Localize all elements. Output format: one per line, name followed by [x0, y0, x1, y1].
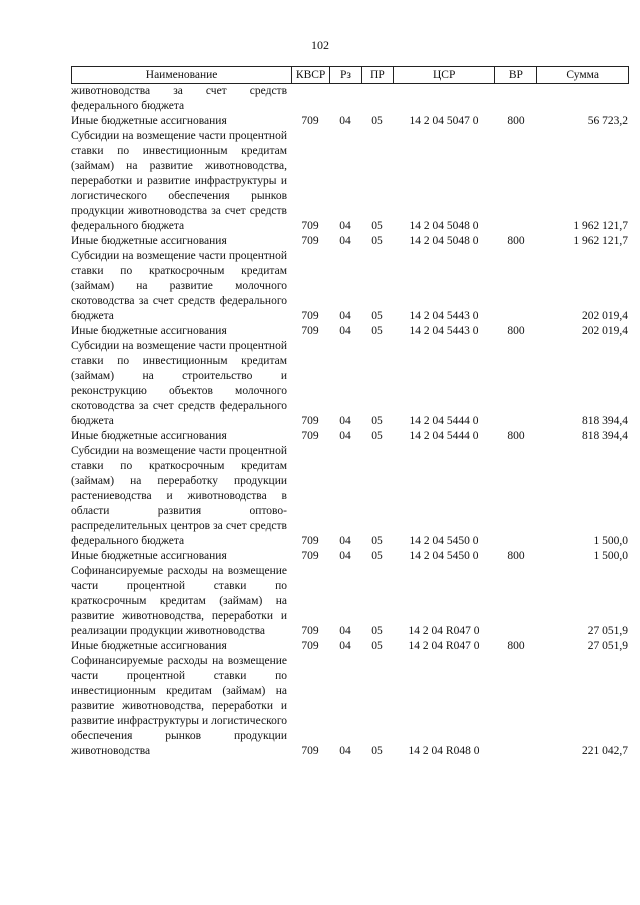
budget-table — [71, 66, 629, 759]
row-csr: 14 2 04 5450 0 — [409, 550, 479, 562]
row-rz: 04 — [339, 220, 351, 232]
row-pr: 05 — [371, 115, 383, 127]
row-rz: 04 — [339, 430, 351, 442]
row-sum: 27 051,9 — [587, 625, 628, 637]
row-kvsr: 709 — [301, 220, 319, 232]
row-kvsr: 709 — [301, 235, 319, 247]
page-number: 102 — [311, 38, 329, 52]
row-kvsr: 709 — [301, 745, 319, 757]
row-vr — [495, 744, 537, 759]
table-row — [71, 549, 629, 564]
row-codes — [291, 639, 629, 654]
row-name: Иные бюджетные ассигнования — [71, 235, 227, 247]
row-sum: 1 962 121,7 — [573, 220, 628, 232]
table-row — [71, 564, 629, 639]
row-codes — [291, 324, 629, 339]
row-pr: 05 — [371, 415, 383, 427]
header-kvsr: КВСР — [291, 67, 329, 83]
row-kvsr: 709 — [301, 415, 319, 427]
row-rz: 04 — [339, 625, 351, 637]
row-name: Софинансируемые расходы на возмещение части процентной ставки по краткосрочным кредитам (займам) на развитие животноводства, переработки и реализации продукции животноводства — [71, 565, 287, 637]
header-sum: Сумма — [536, 67, 628, 83]
row-name: Субсидии на возмещение части процентной ставки по краткосрочным кредитам (займам) на развитие молочного скотоводства за счет средств федерального бюджета — [71, 250, 287, 322]
row-kvsr: 709 — [301, 430, 319, 442]
row-name: Иные бюджетные ассигнования — [71, 550, 227, 562]
row-kvsr: 709 — [301, 550, 319, 562]
row-rz: 04 — [339, 325, 351, 337]
header-pr: ПР — [361, 67, 393, 83]
row-kvsr: 709 — [301, 115, 319, 127]
row-vr: 800 — [507, 115, 525, 127]
row-rz: 04 — [339, 745, 351, 757]
row-rz: 04 — [339, 415, 351, 427]
row-codes — [291, 219, 629, 234]
row-rz: 04 — [339, 235, 351, 247]
table-row — [71, 444, 629, 549]
table-row — [71, 639, 629, 654]
table-row — [71, 84, 629, 114]
row-csr: 14 2 04 5450 0 — [409, 535, 479, 547]
row-vr: 800 — [507, 235, 525, 247]
row-codes — [291, 114, 629, 129]
row-rz: 04 — [339, 310, 351, 322]
table-row — [71, 429, 629, 444]
row-sum: 1 500,0 — [593, 535, 628, 547]
row-sum: 56 723,2 — [587, 115, 628, 127]
row-pr: 05 — [371, 745, 383, 757]
row-pr: 05 — [371, 640, 383, 652]
row-pr: 05 — [371, 325, 383, 337]
row-kvsr: 709 — [301, 325, 319, 337]
row-csr: 14 2 04 5047 0 — [409, 115, 479, 127]
row-csr: 14 2 04 5444 0 — [409, 430, 479, 442]
row-sum: 818 394,4 — [582, 430, 628, 442]
row-kvsr: 709 — [301, 535, 319, 547]
header-csr: ЦСР — [393, 67, 495, 83]
row-codes — [291, 429, 629, 444]
table-row — [71, 129, 629, 234]
row-csr: 14 2 04 5443 0 — [409, 310, 479, 322]
table-row — [71, 234, 629, 249]
header-vr: ВР — [494, 67, 536, 83]
table-row — [71, 654, 629, 759]
table-row — [71, 249, 629, 324]
row-rz: 04 — [339, 115, 351, 127]
row-vr: 800 — [507, 640, 525, 652]
row-pr: 05 — [371, 220, 383, 232]
row-codes — [291, 744, 629, 759]
row-sum: 202 019,4 — [582, 310, 628, 322]
row-name: животноводства за счет средств федерального бюджета — [71, 85, 287, 112]
row-vr: 800 — [507, 550, 525, 562]
row-vr — [495, 624, 537, 639]
row-rz: 04 — [339, 640, 351, 652]
row-pr: 05 — [371, 550, 383, 562]
row-codes — [291, 549, 629, 564]
row-sum: 1 500,0 — [593, 550, 628, 562]
row-name: Субсидии на возмещение части процентной ставки по инвестиционным кредитам (займам) на развитие животноводства, переработки и развитие инфраструктуры и логистического обеспечения рынков продукции животноводства за счет средств федерального бюджета — [71, 130, 287, 232]
row-vr — [495, 309, 537, 324]
row-name: Субсидии на возмещение части процентной ставки по инвестиционным кредитам (займам) на строительство и реконструкцию объектов молочного скотоводства за счет средств федерального бюджета — [71, 340, 287, 427]
row-codes — [291, 234, 629, 249]
row-kvsr: 709 — [301, 640, 319, 652]
row-vr — [495, 414, 537, 429]
row-rz: 04 — [339, 535, 351, 547]
row-name: Софинансируемые расходы на возмещение части процентной ставки по инвестиционным кредитам (займам) на развитие животноводства, переработки и развитие инфраструктуры и логистического обеспечения рынков продукции животноводства — [71, 655, 287, 757]
row-codes — [291, 534, 629, 549]
row-csr: 14 2 04 5444 0 — [409, 415, 479, 427]
row-kvsr: 709 — [301, 310, 319, 322]
row-csr: 14 2 04 R047 0 — [408, 625, 480, 637]
table-row — [71, 339, 629, 429]
table-header — [71, 66, 629, 84]
row-rz: 04 — [339, 550, 351, 562]
row-vr — [495, 219, 537, 234]
row-sum: 818 394,4 — [582, 415, 628, 427]
row-kvsr: 709 — [301, 625, 319, 637]
row-vr: 800 — [507, 430, 525, 442]
row-csr: 14 2 04 5443 0 — [409, 325, 479, 337]
table-row — [71, 114, 629, 129]
row-pr: 05 — [371, 430, 383, 442]
row-csr: 14 2 04 R048 0 — [408, 745, 480, 757]
row-sum: 1 962 121,7 — [573, 235, 628, 247]
row-pr: 05 — [371, 535, 383, 547]
row-name: Иные бюджетные ассигнования — [71, 115, 227, 127]
row-vr — [495, 534, 537, 549]
row-pr: 05 — [371, 310, 383, 322]
row-codes — [291, 414, 629, 429]
row-vr: 800 — [507, 325, 525, 337]
row-codes — [291, 624, 629, 639]
row-sum: 202 019,4 — [582, 325, 628, 337]
row-pr: 05 — [371, 625, 383, 637]
header-name: Наименование — [145, 69, 218, 81]
table-row — [71, 324, 629, 339]
row-csr: 14 2 04 5048 0 — [409, 220, 479, 232]
row-csr: 14 2 04 R047 0 — [408, 640, 480, 652]
table-body — [71, 84, 629, 759]
row-name: Иные бюджетные ассигнования — [71, 640, 227, 652]
header-rz: Рз — [329, 67, 361, 83]
row-sum: 221 042,7 — [582, 745, 628, 757]
row-name: Иные бюджетные ассигнования — [71, 325, 227, 337]
row-name: Иные бюджетные ассигнования — [71, 430, 227, 442]
row-name: Субсидии на возмещение части процентной ставки по краткосрочным кредитам (займам) на переработку продукции растениеводства и животноводства в области развития оптово-распределительных центров за счет средств федерального бюджета — [71, 445, 287, 547]
row-pr: 05 — [371, 235, 383, 247]
row-sum: 27 051,9 — [587, 640, 628, 652]
row-csr: 14 2 04 5048 0 — [409, 235, 479, 247]
row-codes — [291, 309, 629, 324]
